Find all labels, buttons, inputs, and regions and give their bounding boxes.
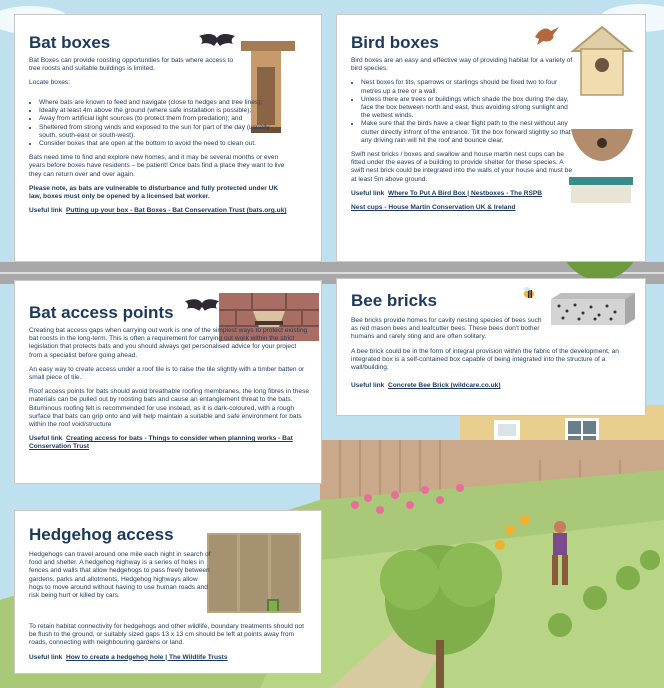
hedgehog-title: Hedgehog access (29, 525, 174, 544)
bat-boxes-list (29, 99, 289, 148)
useful-link-label: Useful link (351, 382, 385, 390)
bat-icon (197, 30, 237, 50)
hedgehog-p1: Hedgehogs can travel around one mile each night in search of food and shelter. A hedgehog highway is a series of holes in fences and walls that allow hedgehogs to pass freely between gardens, parks and allotments. Hedgehog highways allow hogs to move around without having to use human roads and risk being hurt or killed by cars. (29, 551, 211, 600)
fence-hole-illustration (207, 533, 301, 613)
bat-access-title: Bat access points (29, 303, 174, 322)
hedgehog-p2: To retain habitat connectivity for hedgehogs and other wildlife, boundary treatments should not be flush to the ground, or suitably sized gaps 13 x 13 cm should be left at points away from roads, connecting with neighbouring gardens or land. (29, 623, 304, 647)
useful-link-label: Useful link (29, 207, 63, 215)
bee-bricks-p1: Bee bricks provide homes for cavity nesting species of bees such as red mason bees and leafcutter bees. These bees don't bother humans and rarely sting and are often solitary. (351, 317, 542, 341)
hedgehog-card (14, 510, 322, 674)
list-item: • Consider boxes that are open at the bottom to avoid the need to clean out. (39, 140, 289, 148)
useful-link-label: Useful link (29, 653, 63, 661)
bat-access-p3: Roof access points for bats should avoid breathable roofing membranes, the long fibres in these materials can be pulled out by roosting bats and cause an entanglement threat to the bats. Bituminous roofing felt is recommended for use instead, as it is dark-coloured, with a rough surface that bats can grip onto and will help maintain a suitable and safe environment for bats within the roof void/structure (29, 388, 310, 429)
bee-bricks-p2: A bee brick could be in the form of integral provision within the fabric of the development, an integrated box is a self-contained box capable of being integrated into the structure of a wall/building. (351, 347, 619, 372)
house-martin-link[interactable]: Nest cups - House Martin Conservation UK & Ireland (351, 204, 516, 212)
bird-icon (533, 23, 561, 47)
bat-access-p2: An easy way to create access under a roof tile is to raise the tile slightly with a timber batten or small piece of tile. (29, 365, 305, 382)
rspb-link[interactable]: Where To Put A Bird Box | Nestboxes - The RSPB (388, 189, 543, 197)
swift-box-illustration (567, 173, 635, 205)
list-item: • Unless there are trees or buildings which shade the box during the day, face the box between north and east, thus avoiding strong sunlight and the wettest winds. (361, 96, 573, 121)
bat-icon (183, 295, 221, 315)
useful-link-label: Useful link (351, 189, 385, 197)
bird-boxes-intro: Bird boxes are an easy and effective way of providing habitat for a variety of bird species. (351, 57, 573, 73)
list-item: • Nest boxes for tits, sparrows or starlings should be fixed two to four metres up a tree or a wall. (361, 79, 573, 95)
bat-boxes-locate: Locate boxes: (29, 79, 71, 87)
useful-link-label: Useful link (29, 435, 63, 443)
bee-bricks-title: Bee bricks (351, 291, 437, 310)
list-item: • Sheltered from strong winds and exposed to the sun for part of the day (usually south, south-east or south-west). (39, 124, 289, 140)
bat-access-p1: Creating bat access gaps when carrying out work is one of the simplest ways to protect existing bat roosts in the long-term. This is often a requirement for carrying out work within the strict legislation that protects bats and you should always get personalised advice for your project from a specialist before going ahead. (29, 327, 308, 359)
bee-bricks-card (336, 278, 646, 416)
list-item: • Ideally at least 4m above the ground (where safe installation is possible); (39, 107, 289, 115)
bee-icon (521, 285, 537, 301)
list-item: • Where bats are known to feed and navigate (close to hedges and tree lines); (39, 99, 289, 107)
bird-boxes-title: Bird boxes (351, 33, 439, 52)
hedgehog-hole-link[interactable]: How to create a hedgehog hole | The Wildlife Trusts (66, 653, 228, 661)
birdhouse-illustration (569, 23, 635, 99)
bat-access-card (14, 280, 322, 484)
bird-boxes-card (336, 14, 646, 262)
bird-boxes-swift: Swift nest bricks / boxes and swallow and house martin nest cups can be fitted under the eaves of a building to provide shelter for these species. A swift nest brick could be integrated into the walls of your house and must be at least 5m above ground. (351, 151, 573, 183)
list-item: • Make sure that the birds have a clear flight path to the nest without any clutter directly infront of the entrance. Tilt the box forward slightly so that any driving rain will hit the roof and bounce clear. (361, 120, 573, 145)
bird-boxes-list (351, 79, 573, 145)
bat-boxes-time: Bats need time to find and explore new homes, and it may be several months or even years before boxes have residents – be patient! Once bats find a place they want to live they can return over and over again. (29, 154, 285, 178)
nest-cup-illustration (569, 127, 635, 163)
list-item: • Away from artificial light sources (to protect them from predation); and (39, 115, 289, 123)
creating-access-link[interactable]: Creating access for bats - Things to consider when planning works - Bat Conservation Trust (29, 435, 293, 451)
bat-boxes-title: Bat boxes (29, 33, 111, 52)
bee-brick-link[interactable]: Concrete Bee Brick (wildcare.co.uk) (388, 382, 501, 390)
bat-boxes-intro: Bat Boxes can provide roosting opportunities for bats where access to tree roosts and suitable buildings is limited. (29, 57, 234, 73)
bat-boxes-note: Please note, as bats are vulnerable to disturbance and fully protected under UK law, boxes must only be opened by a licensed bat worker. (29, 184, 279, 201)
bat-boxes-card (14, 14, 322, 262)
bat-conservation-link[interactable]: Putting up your box - Bat Boxes - Bat Conservation Trust (bats.org.uk) (66, 207, 287, 215)
